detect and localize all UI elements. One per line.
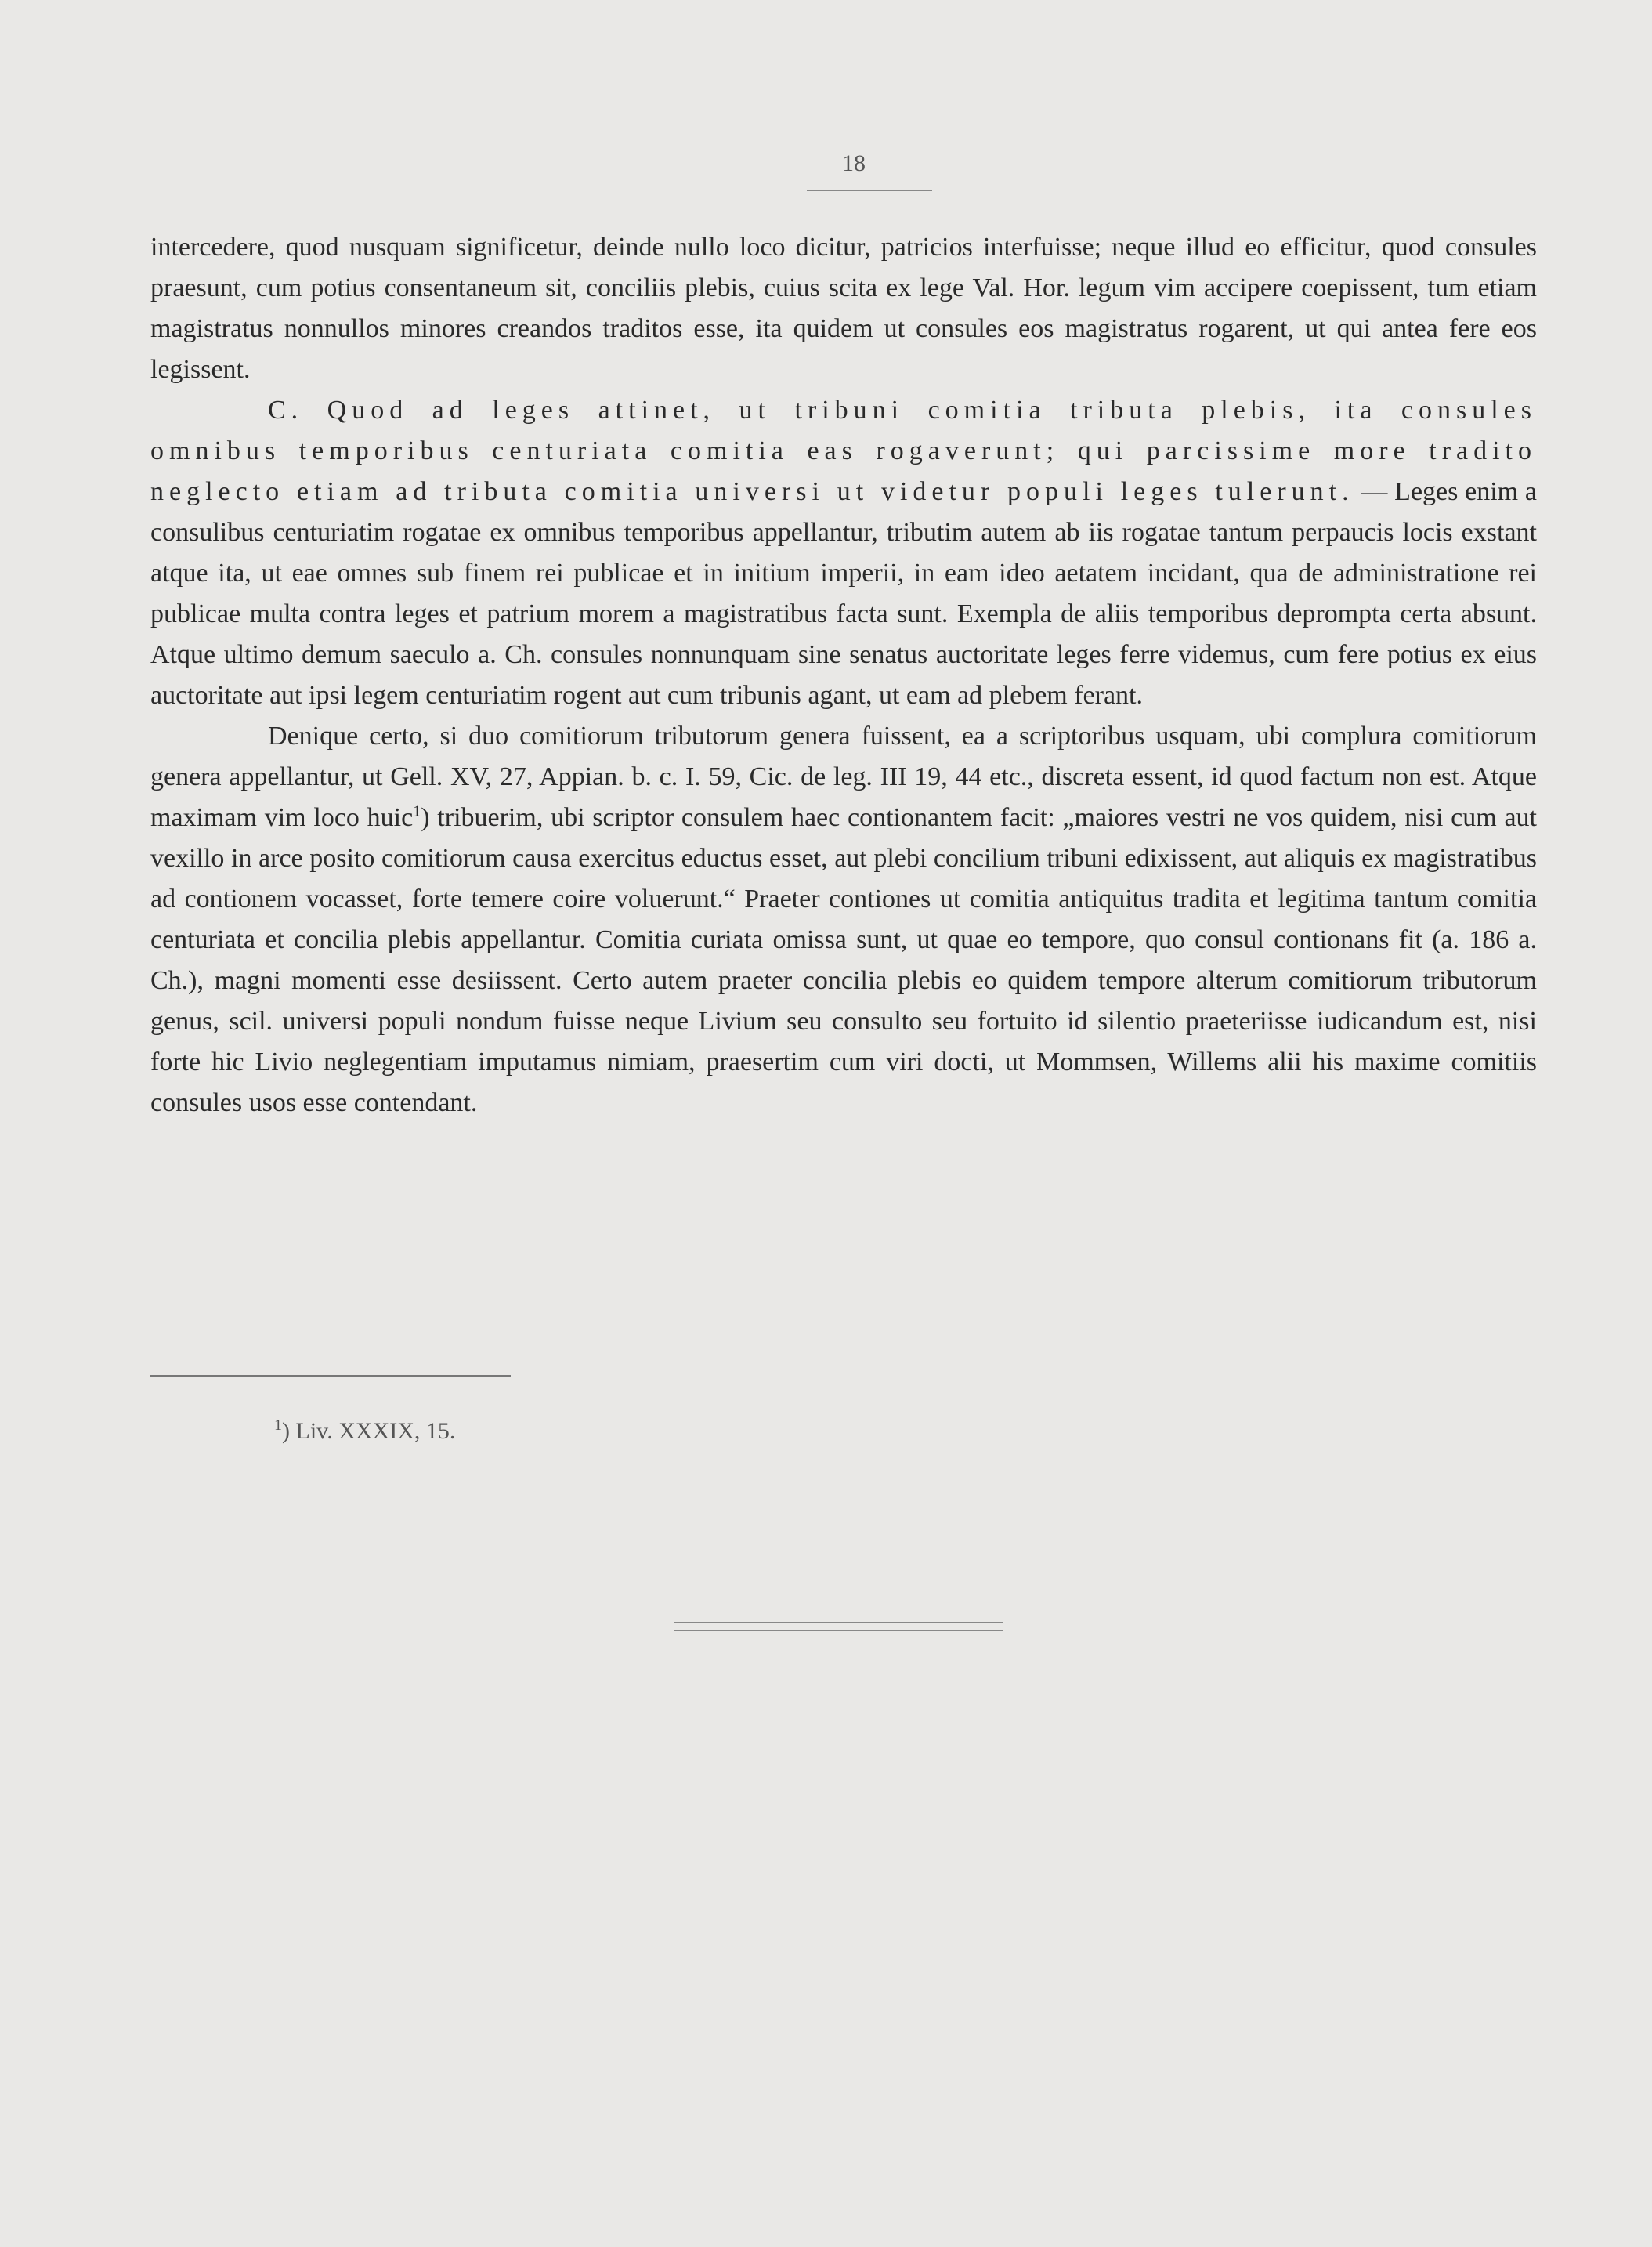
paragraph-3-part-b: ) tribuerim, ubi scriptor consulem haec contionantem facit: „maiores vestri ne vos quidem, nisi cum aut vexillo in arce posito comitiorum causa exercitus eductus esset, aut plebi concilium tribuni edixissent, aut aliquis ex magistratibus ad contionem vocasset, forte temere coire voluerunt.“ Praeter contiones ut comitia antiquitus tradita et legitima tantum comitia centuriata et concilia plebis appellantur. Comitia curiata omissa sunt, ut quae eo tempore, quo consul contionans fit (a. 186 a. Ch.), magni momenti esse desiissent. Certo autem praeter concilia plebis eo quidem tempore alterum comitiorum tributorum genus, scil. universi populi nondum fuisse neque Livium seu consulto seu fortuito id silentio praeteriisse iudicandum est, nisi forte hic Livio neglegentiam imputamus nimiam, praesertim cum viri docti, ut Mommsen, Willems alii his maxime comitiis consules usos esse contendant.: [150, 803, 1537, 1117]
paragraph-3-part-a: Denique certo, si duo comitiorum tributorum genera fuissent, ea a scriptoribus usquam, ubi complura comitiorum genera appellantur, ut Gell. XV, 27, Appian. b. c. I. 59, Cic. de leg. III 19, 44 etc., discreta essent, id quod factum non est. Atque maximam vim loco huic: [150, 722, 1537, 832]
end-ornament-rule: [674, 1622, 1003, 1631]
spaced-text: C. Quod ad leges attinet, ut tribuni comitia tributa plebis, ita consules omnibus temporibus centuriata comitia eas rogaverunt; qui parcissime more tradito neglecto etiam ad tributa comitia universi ut videtur populi leges tulerunt.: [150, 396, 1537, 506]
header-rule: [807, 190, 932, 191]
footnote: [274, 1418, 455, 1445]
paragraph-2-rest: — Leges enim a consulibus centuriatim rogatae ex omnibus temporibus appellantur, tributim autem ab iis rogatae tantum perpaucis locis exstant atque ita, ut eae omnes sub finem rei publicae et in initium imperii, in eam ideo aetatem incidant, qua de administratione rei publicae multa contra leges et patrium morem a magistratibus facta sunt. Exempla de aliis temporibus deprompta certa absunt. Atque ultimo demum saeculo a. Ch. consules nonnunquam sine senatus auctoritate leges ferre videmus, cum fere potius ex eius auctoritate aut ipsi legem centuriatim rogent aut cum tribunis agant, ut eam ad plebem ferant.: [150, 477, 1537, 710]
paragraph-3: [150, 716, 1537, 1124]
paragraph-2: [150, 390, 1537, 716]
footnote-reference: 1: [413, 802, 421, 820]
footnote-text: ) Liv. XXXIX, 15.: [282, 1418, 456, 1444]
footnote-marker: 1: [274, 1417, 282, 1434]
page-number: 18: [842, 150, 866, 176]
body-text: [150, 227, 1537, 1124]
footnote-rule: [150, 1375, 511, 1377]
paragraph-1: intercedere, quod nusquam significetur, deinde nullo loco dicitur, patricios interfuisse; neque illud eo efficitur, quod consules praesunt, cum potius consentaneum sit, conciliis plebis, cuius scita ex lege Val. Hor. legum vim accipere coepissent, tum etiam magistratus nonnullos minores creandos traditos esse, ita quidem ut consules eos magistratus rogarent, ut qui antea fere eos legissent.: [150, 233, 1537, 384]
